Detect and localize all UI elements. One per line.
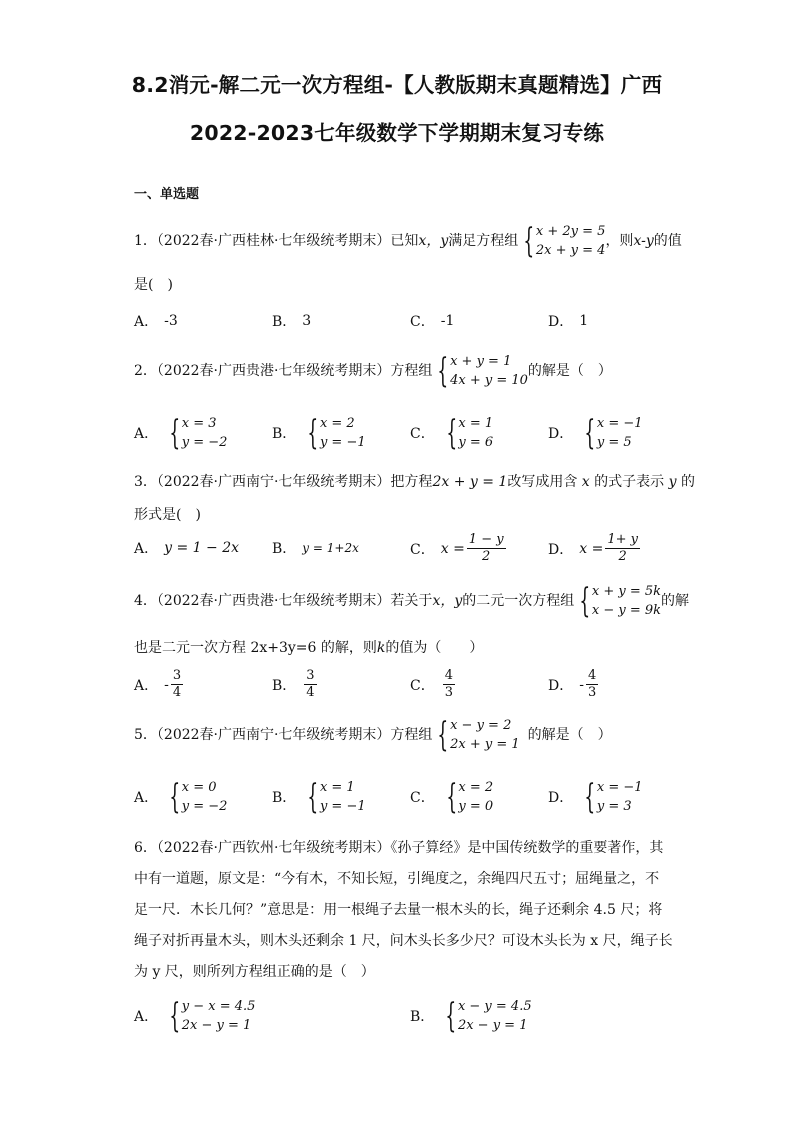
q6-line-2: 中有一道题，原文是：“今有木，不知长短，引绳度之，余绳四尺五寸；屈绳量之，不 — [134, 871, 660, 887]
question-1 — [134, 222, 682, 260]
q1-post: ，则 — [605, 233, 634, 249]
q2-prefix: 2．（2022春·广西贵港·七年级统考期末）方程组 — [134, 363, 433, 379]
q2-eq2: 4x + y = 10 — [450, 373, 528, 388]
q3-line-2: 形式是( ) — [134, 507, 201, 523]
q3-option-a[interactable]: A． y = 1 − 2x — [134, 540, 240, 557]
brace-icon: { — [307, 413, 319, 453]
q1-option-d[interactable]: D． 1 — [548, 313, 589, 330]
q6-line-3: 足一尺．木长几何？”意思是：用一根绳子去量一根木头的长，绳子还剩余 4.5 尺；将 — [134, 902, 663, 918]
q1-option-b[interactable]: B． 3 — [272, 313, 312, 330]
brace-icon: { — [584, 777, 596, 817]
q4-equation-system: { x + y = 5k x − y = 9k — [579, 581, 662, 621]
q2-post: 的解是（ ） — [527, 363, 612, 379]
q6-line-4: 绳子对折再量木头，则木头还剩余 1 尺，问木头长多少尺？可设木头长为 x 尺，绳子长 — [134, 933, 673, 949]
q6-option-a[interactable]: A． { y − x = 4.5 2x − y = 1 — [134, 996, 256, 1036]
q1-expr: x-y — [633, 233, 654, 249]
brace-icon: { — [584, 413, 596, 453]
q2-option-d[interactable]: D． { x = −1 y = 5 — [548, 413, 643, 453]
q2-option-c[interactable]: C． { x = 1 y = 6 — [410, 413, 494, 453]
brace-icon: { — [169, 777, 181, 817]
q4-option-d[interactable]: D． - $\frac{4}{3}$ — [548, 668, 597, 700]
question-2 — [134, 352, 612, 390]
brace-icon: { — [437, 351, 449, 391]
q1-eq2: 2x + y = 4 — [535, 243, 606, 258]
brace-icon: { — [437, 715, 449, 755]
brace-icon: { — [169, 413, 181, 453]
q4-option-a[interactable]: A． - $\frac{3}{4}$ — [134, 668, 182, 700]
brace-icon: { — [169, 996, 181, 1036]
q6-line-5: 为 y 尺，则所列方程组正确的是（ ） — [134, 964, 375, 980]
q1-option-a[interactable]: A． -3 — [134, 313, 178, 330]
q5-option-b[interactable]: B． { x = 1 y = −1 — [272, 777, 366, 817]
q5-option-a[interactable]: A． { x = 0 y = −2 — [134, 777, 228, 817]
q1-option-c[interactable]: C． -1 — [410, 313, 455, 330]
q6-option-b[interactable]: B． { x − y = 4.5 2x − y = 1 — [410, 996, 532, 1036]
q2-eq1: x + y = 1 — [450, 354, 512, 369]
q1-line-2: 是( ) — [134, 277, 173, 293]
q2-equation-system — [432, 352, 527, 390]
q1-vars: x，y — [418, 233, 449, 249]
q5-option-c[interactable]: C． { x = 2 y = 0 — [410, 777, 494, 817]
section-heading: 一、单选题 — [134, 187, 200, 202]
brace-icon: { — [446, 777, 457, 817]
q1-prefix: 1．（2022春·广西桂林·七年级统考期末）已知 — [134, 233, 419, 249]
q3-option-c[interactable]: C． x = $\frac{1 - y}{2}$ — [410, 532, 504, 564]
q1-equation-system — [518, 222, 605, 260]
page-title-line-2: 2022-2023七年级数学下学期期末复习专练 — [189, 121, 605, 145]
q4-option-b[interactable]: B． $\frac{3}{4}$ — [272, 668, 315, 700]
q4-line-2: 也是二元一次方程 2x+3y=6 的解，则k的值为（ ） — [134, 640, 484, 656]
brace-icon: { — [446, 413, 457, 453]
brace-icon: { — [307, 777, 319, 817]
q6-line-1: 6．（2022春·广西钦州·七年级统考期末）《孙子算经》是中国传统数学的重要著作，其 — [134, 840, 664, 856]
q4-option-c[interactable]: C． $\frac{4}{3}$ — [410, 668, 453, 700]
q1-eq1: x + 2y = 5 — [535, 224, 606, 239]
q1-mid: 满足方程组 — [448, 233, 519, 249]
question-5: 5．（2022春·广西南宁·七年级统考期末）方程组 { x − y = 2 2x + y = 1 的解是（ ） — [134, 715, 612, 755]
q3-option-d[interactable]: D． x = $\frac{1+ y}{2}$ — [548, 532, 638, 564]
brace-icon: { — [579, 581, 591, 621]
q1-post2: 的值 — [653, 233, 682, 249]
page-title-line-1: 8.2消元-解二元一次方程组-【人教版期末真题精选】广西 — [131, 73, 663, 97]
q2-option-b[interactable]: B． { x = 2 y = −1 — [272, 413, 366, 453]
q3-option-b[interactable]: B． y = 1+2x — [272, 541, 359, 557]
brace-icon: { — [445, 996, 457, 1036]
q5-equation-system: { x − y = 2 2x + y = 1 — [437, 715, 520, 755]
question-3: 3．（2022春·广西南宁·七年级统考期末）把方程2x + y = 1改写成用含 x 的式子表示 y 的 — [134, 474, 695, 490]
q2-option-a[interactable]: A． { x = 3 y = −2 — [134, 413, 228, 453]
q5-option-d[interactable]: D． { x = −1 y = 3 — [548, 777, 643, 817]
brace-icon: { — [523, 221, 535, 261]
question-4: 4．（2022春·广西贵港·七年级统考期末）若关于 x，y 的二元一次方程组 { x + y = 5k x − y = 9k 的解 — [134, 581, 690, 621]
